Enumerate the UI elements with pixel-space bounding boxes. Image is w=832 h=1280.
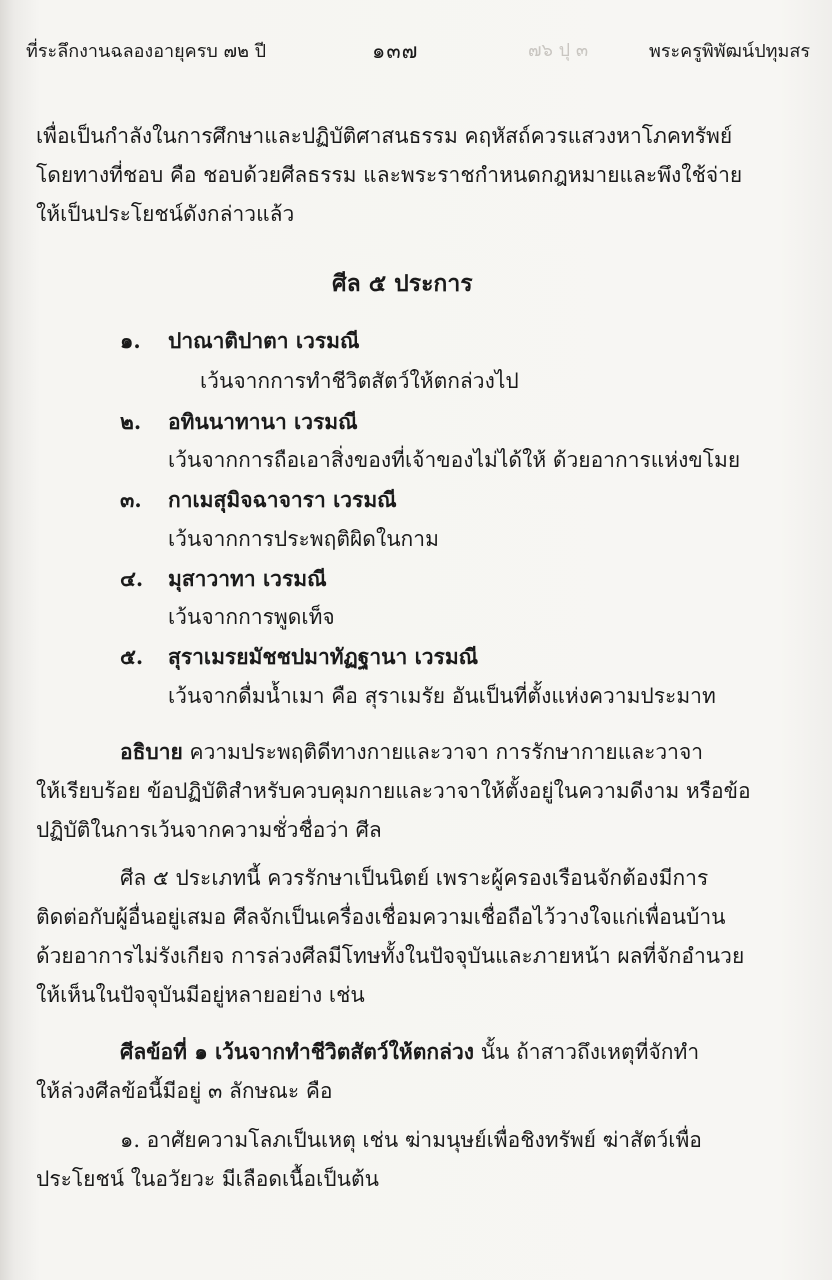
page-header — [0, 36, 832, 66]
intro-line-3: ให้เป็นประโยชน์ดังกล่าวแล้ว — [36, 202, 295, 226]
precept-1-number: ๑. — [120, 328, 141, 353]
para3-line-2: ให้ล่วงศีลข้อนี้มีอยู่ ๓ ลักษณะ คือ — [36, 1079, 333, 1103]
explain-line-1 — [120, 738, 703, 766]
header-author: พระครูพิพัฒน์ปทุมสร — [648, 41, 810, 62]
precept-4-desc: เว้นจากการพูดเท็จ — [168, 605, 335, 629]
para3-line-1 — [120, 1038, 699, 1066]
explain-label: อธิบาย — [120, 739, 183, 764]
precept-2-number: ๒. — [120, 409, 142, 434]
para2-line-1: ศีล ๕ ประเภทนี้ ควรรักษาเป็นนิตย์ เพราะผู้ครองเรือนจักต้องมีการ — [120, 866, 709, 890]
bleed-through-text: ๗๖ ปุ ๓ — [528, 40, 589, 61]
precept-5-desc: เว้นจากดื่มน้ำเมา คือ สุราเมรัย อันเป็นที่ตั้งแห่งความประมาท — [168, 684, 716, 708]
intro-line-1: เพื่อเป็นกำลังในการศึกษาและปฏิบัติศาสนธรรม คฤหัสถ์ควรแสวงหาโภคทรัพย์ — [36, 124, 733, 148]
precept-5-number: ๕. — [120, 644, 144, 669]
precept-3-number: ๓. — [120, 487, 142, 512]
para4-line-1: ๑. อาศัยความโลภเป็นเหตุ เช่น ฆ่ามนุษย์เพื่อชิงทรัพย์ ฆ่าสัตว์เพื่อ — [120, 1128, 702, 1152]
para2-line-2: ติดต่อกับผู้อื่นอยู่เสมอ ศีลจักเป็นเครื่องเชื่อมความเชื่อถือไว้วางใจแก่เพื่อนบ้าน — [36, 905, 726, 929]
precept-4-name: มุสาวาทา เวรมณี — [168, 566, 327, 591]
para2-line-3: ด้วยอาการไม่รังเกียจ การล่วงศีลมีโทษทั้งในปัจจุบันและภายหน้า ผลที่จักอำนวย — [36, 944, 745, 968]
precept-3-desc: เว้นจากการประพฤติผิดในกาม — [168, 527, 439, 551]
para3-rest: นั้น ถ้าสาวถึงเหตุที่จักทำ — [474, 1040, 700, 1064]
precept-4-number: ๔. — [120, 566, 144, 591]
explain-line-2: ให้เรียบร้อย ข้อปฏิบัติสำหรับควบคุมกายและวาจาให้ตั้งอยู่ในความดีงาม หรือข้อ — [36, 779, 751, 803]
para4-line-2: ประโยชน์ ในอวัยวะ มีเลือดเนื้อเป็นต้น — [36, 1167, 379, 1191]
precept-1-name: ปาณาติปาตา เวรมณี — [168, 328, 360, 353]
header-book-title: ที่ระลึกงานฉลองอายุครบ ๗๒ ปี — [26, 41, 267, 62]
explain-line-1-text: ความประพฤติดีทางกายและวาจา การรักษากายและวาจา — [182, 740, 704, 764]
section-title: ศีล ๕ ประการ — [332, 270, 473, 297]
precept-1-desc: เว้นจากการทำชีวิตสัตว์ให้ตกล่วงไป — [200, 369, 519, 393]
explain-line-3: ปฏิบัติในการเว้นจากความชั่วชื่อว่า ศีล — [36, 818, 382, 842]
intro-line-2: โดยทางที่ชอบ คือ ชอบด้วยศีลธรรม และพระราชกำหนดกฎหมายและพึงใช้จ่าย — [36, 163, 743, 187]
precept-3-name: กาเมสุมิจฉาจารา เวรมณี — [168, 487, 397, 512]
page-number: ๑๓๗ — [372, 39, 419, 63]
para2-line-4: ให้เห็นในปัจจุบันมีอยู่หลายอย่าง เช่น — [36, 983, 365, 1007]
precept-2-desc: เว้นจากการถือเอาสิ่งของที่เจ้าของไม่ได้ให้ ด้วยอาการแห่งขโมย — [168, 448, 741, 472]
para3-bold: ศีลข้อที่ ๑ เว้นจากทำชีวิตสัตว์ให้ตกล่วง — [120, 1039, 475, 1064]
precept-2-name: อทินนาทานา เวรมณี — [168, 409, 358, 434]
precept-5-name: สุราเมรยมัชชปมาทัฏฐานา เวรมณี — [168, 644, 479, 669]
